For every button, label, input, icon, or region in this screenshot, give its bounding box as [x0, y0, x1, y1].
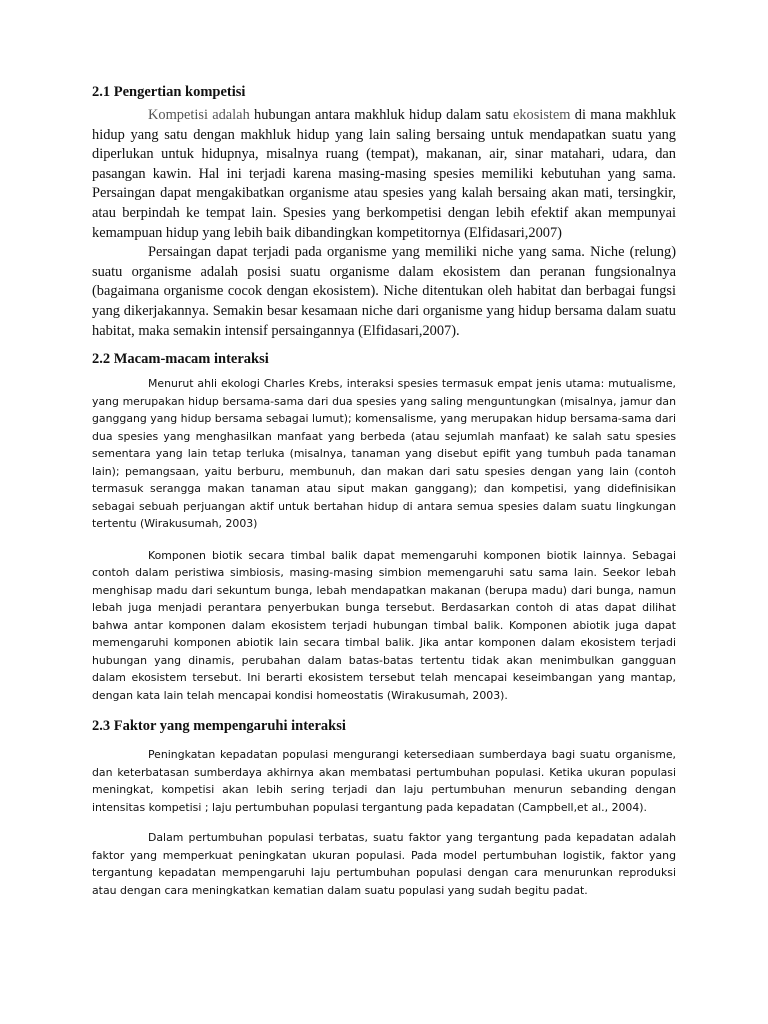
paragraph-2-1-1: Kompetisi adalah hubungan antara makhluk hidup dalam satu ekosistem di mana makhluk hidup yang satu dengan makhluk hidup yang lain saling bersaing untuk mendapatkan suatu yang diperlukan untuk hidupnya, misalnya ruang (tempat), makanan, air, sinar matahari, udara, dan pasangan kawin. Hal ini terjadi karena masing-masing spesies memiliki kebutuhan yang sama. Persaingan dapat mengakibatkan organisme atau spesies yang kalah bersaing akan mati, tersingkir, atau berpindah ke tempat lain. Spesies yang berkompetisi dengan lebih efektif akan mempunyai kemampuan hidup yang lebih baik dibandingkan kompetitornya (Elfidasari,2007) — [92, 107, 676, 241]
paragraph-2-2-1: Menurut ahli ekologi Charles Krebs, interaksi spesies termasuk empat jenis utama: mutualisme, yang merupakan hidup bersama-sama dari dua spesies yang saling menguntungkan (misalnya, jamur dan ganggang yang hidup bersama sebagai lumut); komensalisme, yang merupakan hidup bersama-sama dari dua spesies yang menghasilkan manfaat yang berbeda (atau sejumlah manfaat) ke salah satu spesies sementara yang lain tetap terluka (misalnya, tanaman yang disebut epifit yang tumbuh pada tanaman lain); pemangsaan, yaitu berburu, membunuh, dan makan dari satu spesies dengan yang lain (contoh termasuk serangga makan tanaman atau siput makan ganggang); dan kompetisi, yang didefinisikan sebagai sebuah perjuangan aktif untuk bertahan hidup di antara semua spesies dalam suatu lingkungan tertentu (Wirakusumah, 2003) — [92, 377, 676, 531]
section-heading-2-3: 2.3 Faktor yang mempengaruhi interaksi — [92, 718, 346, 735]
paragraph-2-1-2: Persaingan dapat terjadi pada organisme yang memiliki niche yang sama. Niche (relung) suatu organisme adalah posisi suatu organisme dalam ekosistem dan peranan fungsionalnya (bagaimana organisme cocok dengan ekosistem). Niche ditentukan oleh habitat dan berbagai fungsi yang dikerjakannya. Semakin besar kesamaan niche dari organisme yang hidup bersama dalam suatu habitat, maka semakin intensif persaingannya (Elfidasari,2007). — [92, 244, 676, 339]
link-ekosistem: ekosistem — [512, 107, 571, 123]
paragraph-2-3-1: Peningkatan kepadatan populasi mengurangi ketersediaan sumberdaya bagi suatu organisme, dan keterbatasan sumberdaya akhirnya akan membatasi pertumbuhan populasi. Ketika ukuran populasi meningkat, kompetisi akan lebih sering terjadi dan laju pertumbuhan menurun sebanding dengan intensitas kompetisi ; laju pertumbuhan populasi tergantung pada kepadatan (Campbell,et al., 2004). — [92, 748, 676, 814]
paragraph-2-3-2: Dalam pertumbuhan populasi terbatas, suatu faktor yang tergantung pada kepadatan adalah faktor yang memperkuat peningkatan ukuran populasi. Pada model pertumbuhan logistik, faktor yang tergantung kepadatan mempengaruhi laju pertumbuhan populasi dengan cara menurunkan reproduksi atau dengan cara meningkatkan kematian dalam suatu populasi yang sudah begitu padat. — [92, 831, 676, 897]
section-heading-2-2: 2.2 Macam-macam interaksi — [92, 351, 269, 368]
section-heading-2-1: 2.1 Pengertian kompetisi — [92, 84, 246, 100]
paragraph-2-2-2: Komponen biotik secara timbal balik dapat memengaruhi komponen biotik lainnya. Sebagai contoh dalam peristiwa simbiosis, masing-masing simbion memengaruhi satu sama lain. Seekor lebah menghisap madu dari sekuntum bunga, lebah mendapatkan makanan (berupa madu) dari bunga, namun lebah juga menjadi perantara penyerbukan bunga tersebut. Berdasarkan contoh di atas dapat dilihat bahwa antar komponen dalam ekosistem terjadi hubungan timbal balik. Komponen abiotik juga dapat memengaruhi komponen abiotik lain secara timbal balik. Jika antar komponen dalam ekosistem terjadi hubungan yang dinamis, perubahan dalam batas-batas tertentu tidak akan menimbulkan gangguan dalam ekosistem tersebut. Ini berarti ekosistem tersebut telah mencapai keseimbangan yang mantap, dengan kata lain telah mencapai kondisi homeostatis (Wirakusumah, 2003). — [92, 548, 676, 702]
document-body — [92, 82, 676, 899]
term-kompetisi: Kompetisi adalah — [148, 107, 250, 123]
